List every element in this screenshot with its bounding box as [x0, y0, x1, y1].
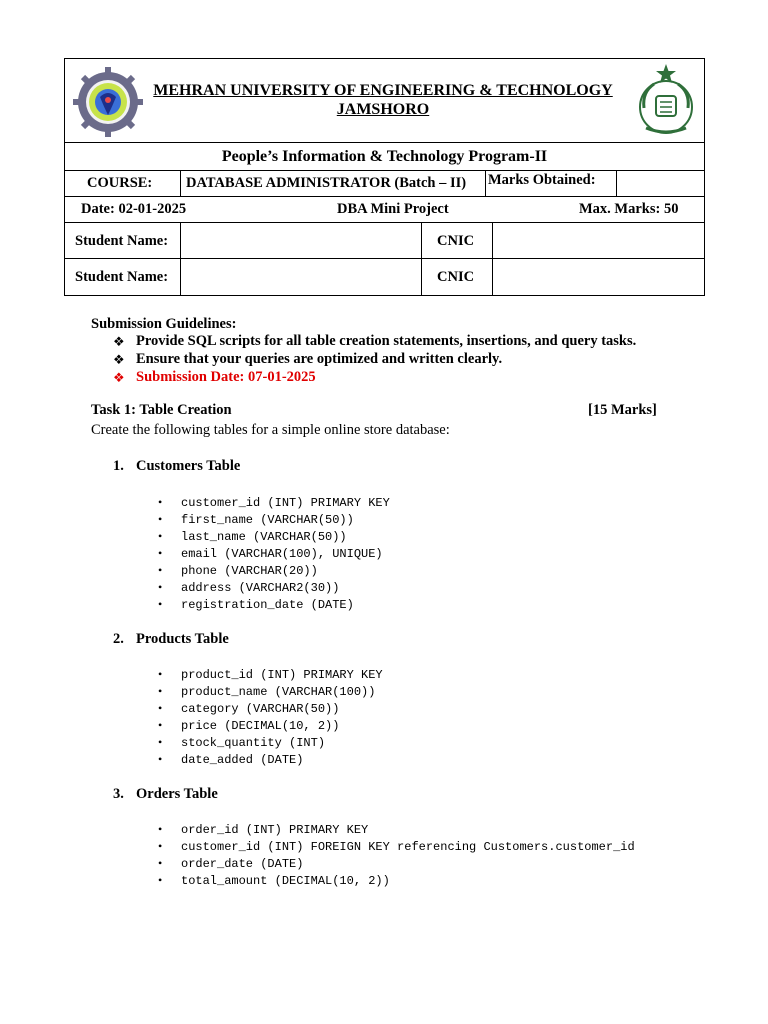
university-title: MEHRAN UNIVERSITY OF ENGINEERING & TECHNOLOGY JAMSHORO: [153, 82, 613, 118]
university-logo-icon: [73, 67, 143, 137]
student-row: [65, 258, 704, 296]
field-item: customer_id (INT) FOREIGN KEY referencing Customers.customer_id: [181, 840, 635, 854]
table-heading: Products Table: [136, 631, 229, 647]
bullet-icon: •: [158, 873, 163, 887]
guidelines-title: Submission Guidelines:: [91, 316, 237, 332]
table-number: 1.: [113, 458, 124, 474]
field-item: address (VARCHAR2(30)): [181, 581, 340, 595]
student-name-label: Student Name:: [75, 232, 169, 249]
bullet-icon: •: [158, 718, 163, 732]
task-title: Task 1: Table Creation: [91, 402, 232, 418]
bullet-icon: •: [158, 839, 163, 853]
field-item: price (DECIMAL(10, 2)): [181, 719, 340, 733]
cnic-label: CNIC: [421, 223, 492, 259]
student-name-field[interactable]: [180, 259, 421, 296]
header-table: [64, 58, 705, 296]
field-item: category (VARCHAR(50)): [181, 702, 340, 716]
field-item: phone (VARCHAR(20)): [181, 564, 318, 578]
field-item: registration_date (DATE): [181, 598, 354, 612]
cnic-field[interactable]: [492, 259, 704, 296]
field-item: customer_id (INT) PRIMARY KEY: [181, 496, 390, 510]
guideline-item: Provide SQL scripts for all table creation statements, insertions, and query tasks.: [136, 333, 637, 349]
bullet-icon: •: [158, 580, 163, 594]
student-row: [65, 222, 704, 259]
field-item: order_date (DATE): [181, 857, 304, 871]
program-row: [65, 142, 704, 171]
table-heading: Customers Table: [136, 458, 241, 474]
field-item: date_added (DATE): [181, 753, 304, 767]
bullet-icon: •: [158, 701, 163, 715]
government-emblem-icon: [636, 62, 696, 138]
field-item: total_amount (DECIMAL(10, 2)): [181, 874, 390, 888]
guideline-item: Ensure that your queries are optimized and written clearly.: [136, 351, 503, 367]
task-intro: Create the following tables for a simple online store database:: [91, 422, 450, 438]
cnic-field[interactable]: [492, 223, 704, 259]
max-marks: Max. Marks: 50: [579, 201, 679, 217]
bullet-icon: •: [158, 856, 163, 870]
diamond-bullet-icon: ❖: [113, 334, 125, 349]
table-number: 2.: [113, 631, 124, 647]
task-marks: [15 Marks]: [588, 402, 657, 418]
bullet-icon: •: [158, 684, 163, 698]
table-number: 3.: [113, 786, 124, 802]
field-item: first_name (VARCHAR(50)): [181, 513, 354, 527]
field-item: order_id (INT) PRIMARY KEY: [181, 823, 369, 837]
date-label: Date: 02-01-2025: [81, 201, 187, 217]
bullet-icon: •: [158, 512, 163, 526]
bullet-icon: •: [158, 735, 163, 749]
field-item: last_name (VARCHAR(50)): [181, 530, 347, 544]
marks-obtained-label: Marks Obtained:: [485, 171, 616, 196]
cnic-label: CNIC: [421, 259, 492, 296]
diamond-bullet-icon: ❖: [113, 352, 125, 367]
diamond-bullet-icon: ❖: [113, 370, 125, 385]
bullet-icon: •: [158, 667, 163, 681]
field-item: stock_quantity (INT): [181, 736, 326, 750]
field-item: product_name (VARCHAR(100)): [181, 685, 376, 699]
bullet-icon: •: [158, 495, 163, 509]
field-item: product_id (INT) PRIMARY KEY: [181, 668, 383, 682]
student-name-label: Student Name:: [75, 269, 169, 285]
program-title: People’s Information & Technology Program-II: [221, 148, 548, 165]
bullet-icon: •: [158, 529, 163, 543]
bullet-icon: •: [158, 752, 163, 766]
bullet-icon: •: [158, 546, 163, 560]
project-title: DBA Mini Project: [337, 201, 449, 217]
field-item: email (VARCHAR(100), UNIQUE): [181, 547, 383, 561]
bullet-icon: •: [158, 597, 163, 611]
bullet-icon: •: [158, 822, 163, 836]
bullet-icon: •: [158, 563, 163, 577]
course-row: [65, 170, 704, 196]
student-name-field[interactable]: [180, 223, 421, 259]
course-label: COURSE:: [87, 175, 153, 191]
date-row: [65, 196, 704, 222]
marks-obtained-field[interactable]: [616, 171, 704, 196]
table-heading: Orders Table: [136, 786, 218, 802]
submission-date: Submission Date: 07-01-2025: [136, 369, 316, 385]
course-value: DATABASE ADMINISTRATOR (Batch – II): [180, 171, 485, 196]
